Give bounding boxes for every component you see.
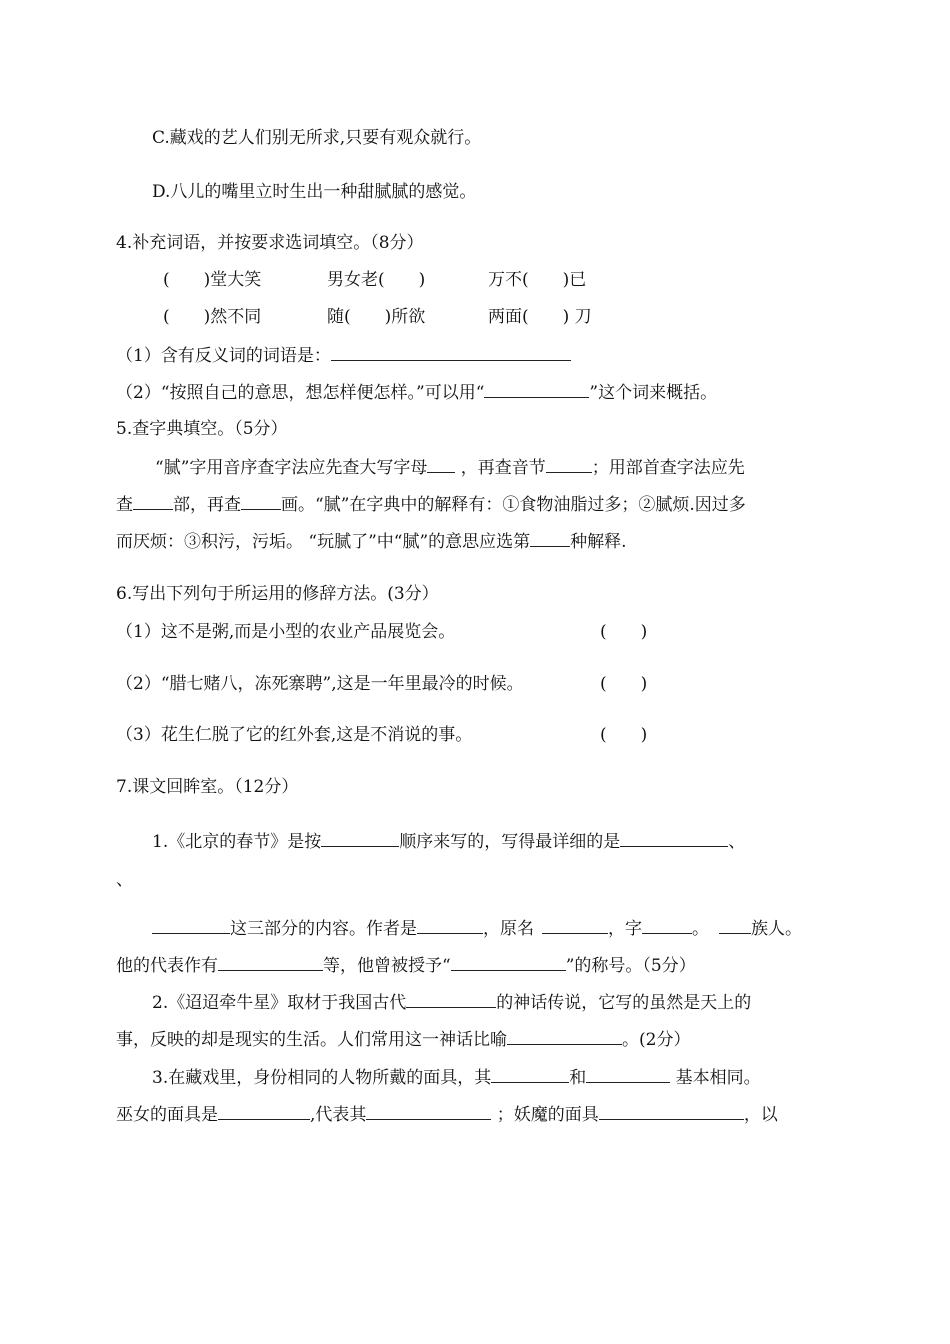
answer-blank[interactable] — [133, 492, 173, 510]
answer-blank[interactable] — [218, 1102, 310, 1120]
q4-word: ( )然不同 — [163, 307, 262, 327]
q6-item: （1）这不是粥,而是小型的农业产品展览会。 — [116, 622, 456, 642]
q6-answer-paren[interactable]: ( ) — [600, 725, 648, 745]
q7-p6: 3.在藏戏里，身份相同的人物所戴的面具，其 和 基本相同。 — [152, 1065, 761, 1090]
q4-word: 随( )所欲 — [327, 307, 426, 327]
answer-blank[interactable] — [406, 990, 496, 1008]
answer-blank[interactable] — [417, 916, 483, 934]
answer-blank[interactable] — [642, 916, 692, 934]
q7-p2: 这三部分的内容。作者是 ，原名 ，字 。 族人。 — [152, 916, 802, 941]
q4-title: 4.补充词语，并按要求选词填空。（8分） — [116, 233, 424, 253]
q5-line3: 而厌烦：③积污，污垢。 “玩腻了”中“腻”的意思应选第 种解释. — [116, 529, 627, 554]
q4-sub1: （1）含有反义词的词语是： — [116, 343, 571, 368]
q7-p5: 事，反映的却是现实的生活。人们常用这一神话比喻 。(2分） — [116, 1027, 690, 1052]
answer-blank[interactable] — [586, 1065, 670, 1083]
answer-blank[interactable] — [331, 343, 571, 361]
q6-answer-paren[interactable]: ( ) — [600, 674, 648, 694]
q7-p1-cont: 、 — [116, 870, 133, 890]
q5-title: 5.查字典填空。（5分） — [116, 419, 288, 439]
q4-word: ( )堂大笑 — [163, 270, 262, 290]
q7-p1: 1.《北京的春节》是按 顺序来写的，写得最详细的是 、 — [152, 829, 745, 854]
answer-blank[interactable] — [719, 916, 751, 934]
q4-sub2: （2）“按照自己的意思，想怎样便怎样。”可以用“ ”这个词来概括。 — [116, 380, 717, 405]
q7-p4: 2.《迢迢牵牛星》取材于我国古代 的神话传说，它写的虽然是天上的 — [152, 990, 751, 1015]
q7-p3: 他的代表作有 等，他曾被授予“ ”的称号。（5分） — [116, 953, 696, 978]
answer-blank[interactable] — [484, 380, 589, 398]
answer-blank[interactable] — [530, 529, 570, 547]
answer-blank[interactable] — [218, 953, 323, 971]
answer-blank[interactable] — [599, 1102, 744, 1120]
q4-word: 万不( )已 — [488, 270, 587, 290]
answer-blank[interactable] — [620, 829, 728, 847]
option-c: C.藏戏的艺人们别无所求,只要有观众就行。 — [152, 128, 482, 148]
q7-title: 7.课文回眸室。（12分） — [116, 777, 299, 797]
q6-item: （3）花生仁脱了它的红外套,这是不消说的事。 — [116, 725, 473, 745]
answer-blank[interactable] — [491, 1065, 569, 1083]
answer-blank[interactable] — [427, 455, 455, 473]
q5-line1: “腻”字用音序查字法应先查大写字母 ，再查音节 ；用部首查字法应先 — [155, 455, 745, 480]
q4-word: 男女老( ) — [327, 270, 426, 290]
answer-blank[interactable] — [321, 829, 399, 847]
q7-p7: 巫女的面具是 ,代表其 ；妖魔的面具 ，以 — [116, 1102, 778, 1127]
answer-blank[interactable] — [542, 916, 608, 934]
q4-word: 两面( ) 刀 — [488, 307, 592, 327]
answer-blank[interactable] — [507, 1027, 622, 1045]
answer-blank[interactable] — [241, 492, 281, 510]
option-d: D.八儿的嘴里立时生出一种甜腻腻的感觉。 — [152, 182, 477, 202]
q5-line2: 查 部，再查 画。“腻”在字典中的解释有：①食物油脂过多；②腻烦.因过多 — [116, 492, 746, 517]
answer-blank[interactable] — [451, 953, 566, 971]
answer-blank[interactable] — [152, 916, 230, 934]
q6-item: （2）“腊七赌八，冻死寨聘”,这是一年里最冷的时候。 — [116, 674, 524, 694]
q6-title: 6.写出下列句于所运用的修辞方法。(3分） — [116, 584, 439, 604]
answer-blank[interactable] — [366, 1102, 491, 1120]
answer-blank[interactable] — [546, 455, 592, 473]
q6-answer-paren[interactable]: ( ) — [600, 622, 648, 642]
